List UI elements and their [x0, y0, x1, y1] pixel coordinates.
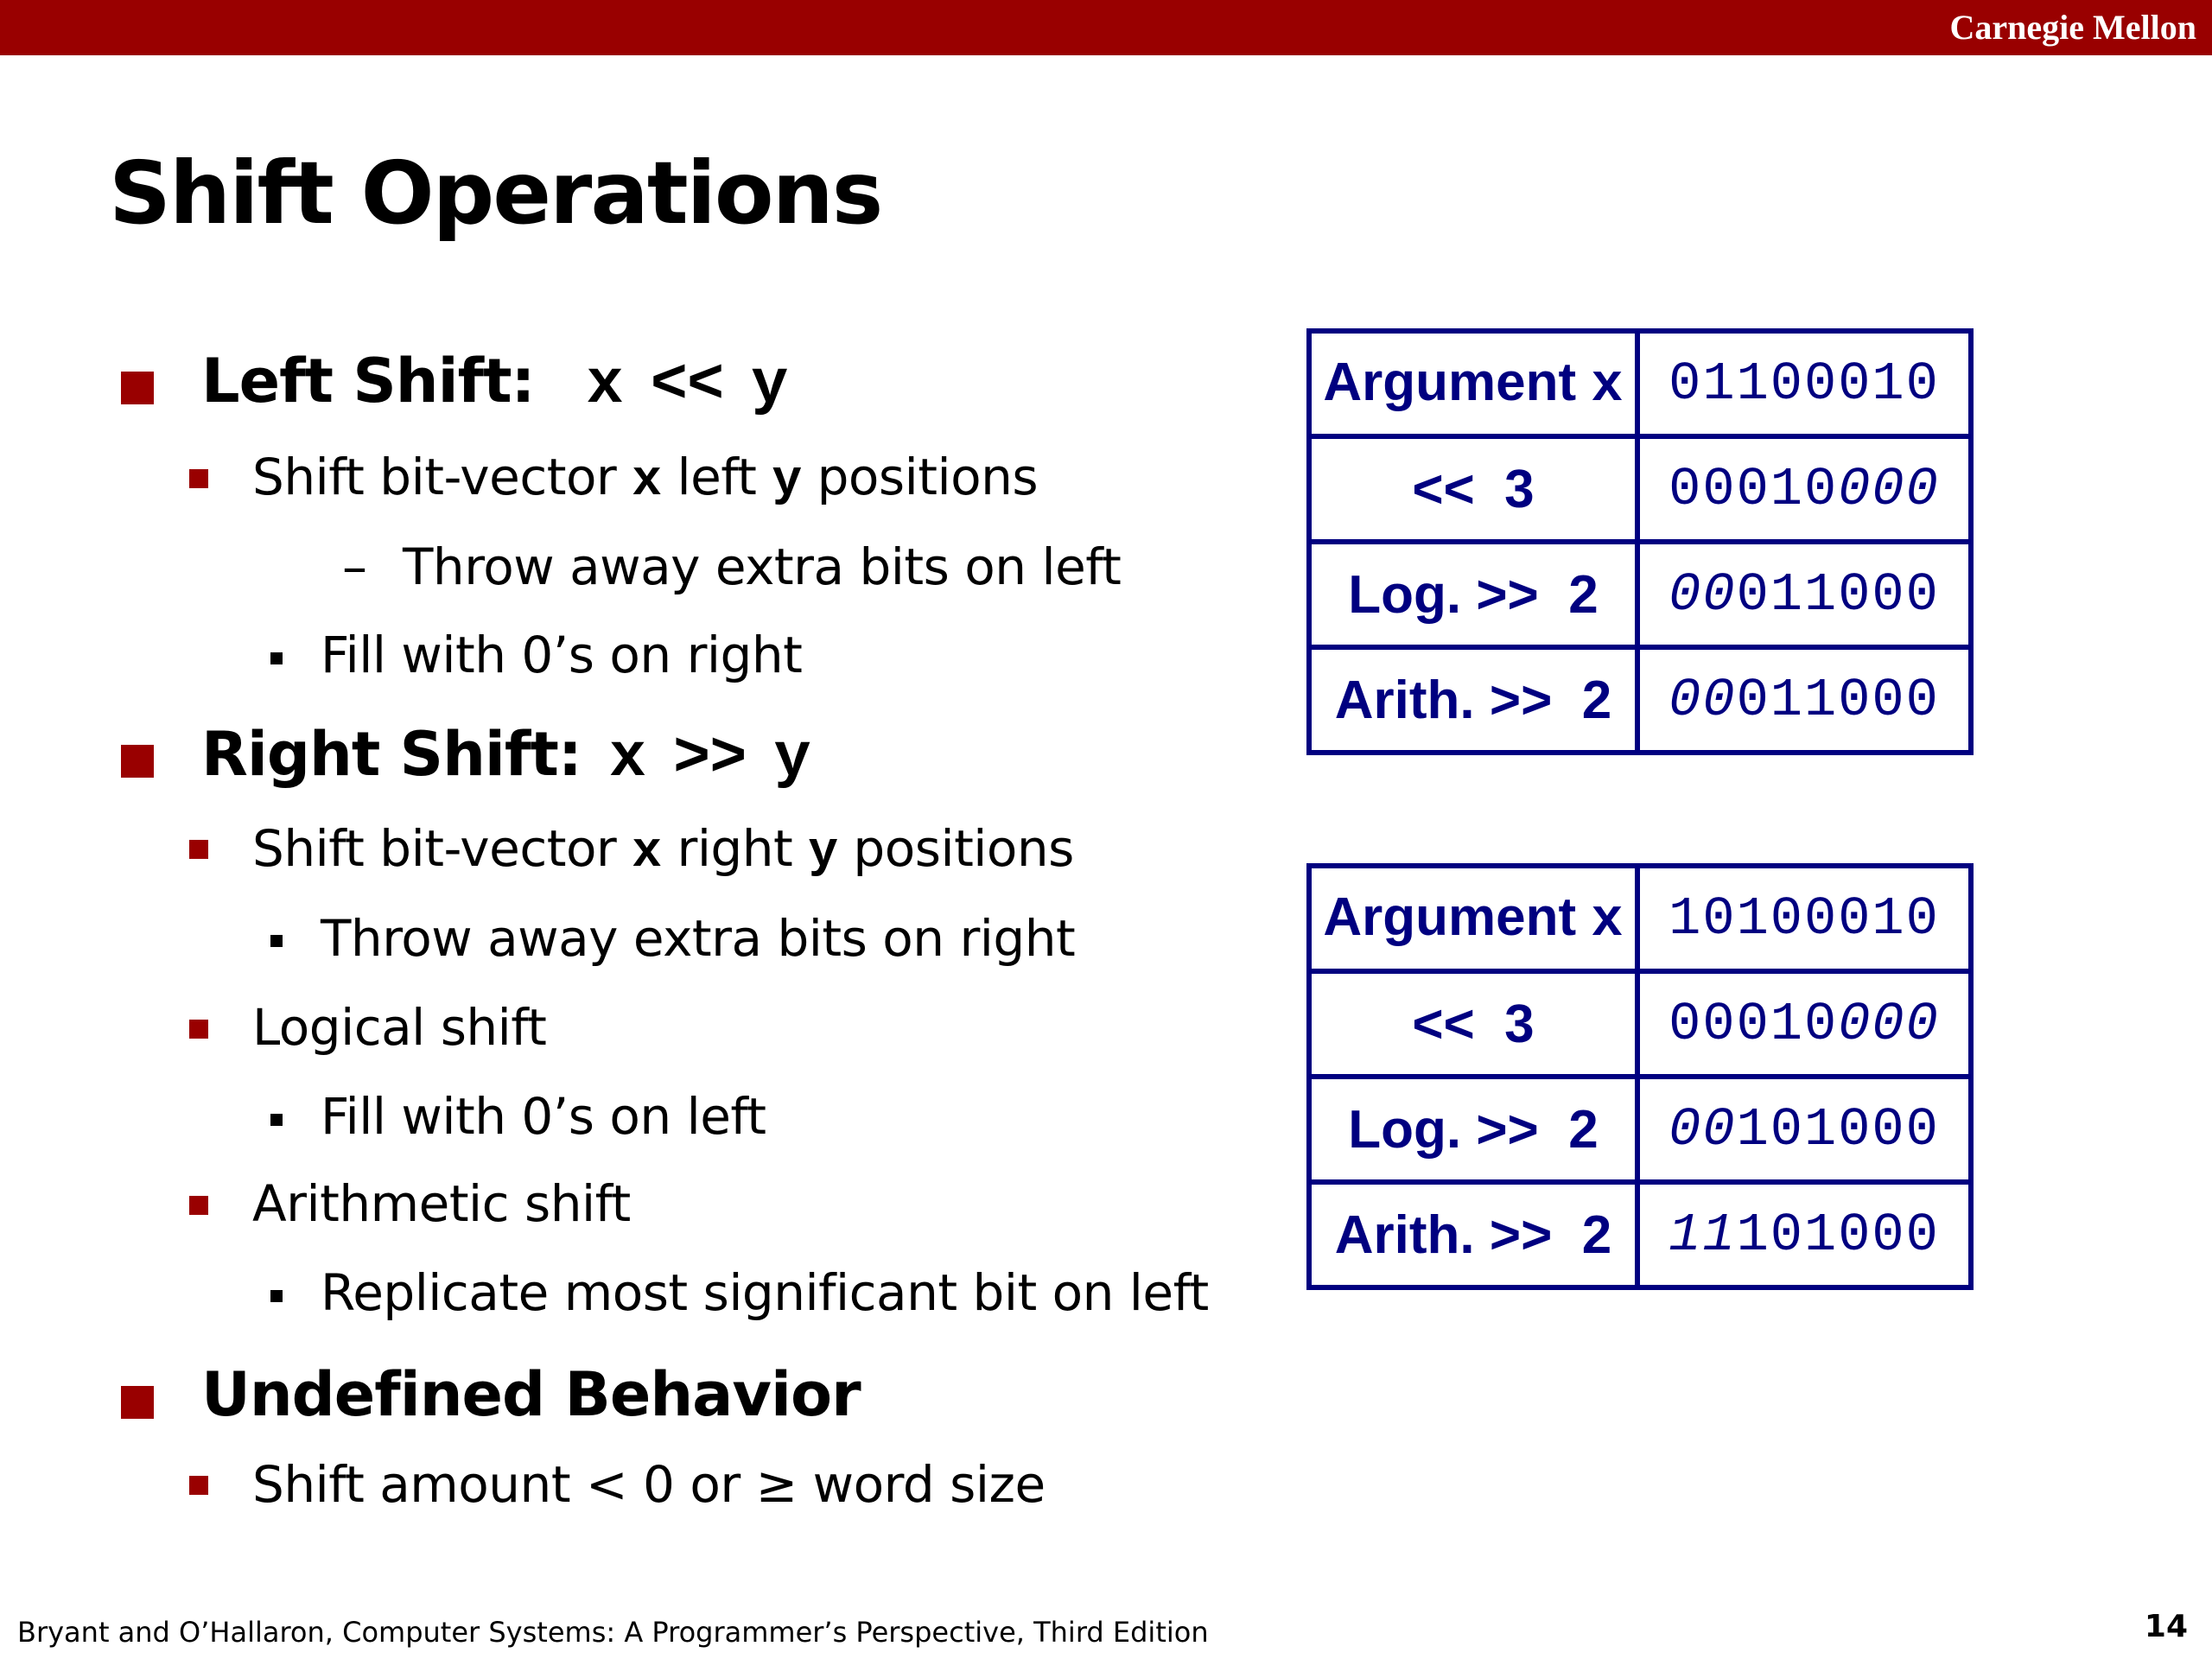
value-plain: 10100010 [1669, 887, 1940, 950]
table-row [1309, 1182, 1971, 1287]
dash-marker: – [342, 537, 367, 596]
value-plain: 101000 [1736, 1204, 1940, 1266]
page-title: Shift Operations [109, 143, 882, 244]
left-shift-sub1 [252, 448, 1038, 510]
code-op: << [650, 350, 724, 421]
value-plain: 011000 [1736, 563, 1940, 626]
brand-label: Carnegie Mellon [1949, 8, 2196, 47]
bullet-small-icon [270, 935, 283, 947]
row-value [1637, 1077, 1971, 1182]
row-label: Log. >> 2 [1309, 542, 1637, 647]
table-row [1309, 331, 1971, 436]
bullet-square-icon [189, 1020, 208, 1039]
code-x: x [632, 454, 662, 510]
value-plain: 00010 [1669, 993, 1839, 1055]
code-y: y [808, 825, 838, 881]
code-y: y [773, 723, 810, 794]
row-value [1637, 647, 1971, 753]
value-italic: 00 [1669, 563, 1737, 626]
code-y: y [751, 350, 788, 421]
text: left [661, 448, 772, 506]
right-shift-sub1-1: Throw away extra bits on right [321, 909, 1076, 968]
left-shift-sub2: Fill with 0’s on right [321, 626, 803, 684]
value-plain: 00010 [1669, 458, 1839, 520]
value-italic: 000 [1838, 993, 1940, 1055]
bullet-square-icon [189, 469, 208, 488]
row-value [1637, 971, 1971, 1077]
shift-table-2 [1306, 863, 1974, 1290]
row-label: << 3 [1309, 971, 1637, 1077]
table-row [1309, 971, 1971, 1077]
code-x: x [1591, 889, 1624, 951]
arithmetic-shift-detail: Replicate most significant bit on left [321, 1263, 1209, 1322]
row-label: Arith. >> 2 [1309, 647, 1637, 753]
code-x: x [1591, 354, 1624, 416]
row-label [1309, 331, 1637, 436]
bullet-square-icon [189, 840, 208, 859]
row-value [1637, 331, 1971, 436]
shift-table-1 [1306, 328, 1974, 755]
value-plain: 01100010 [1669, 353, 1940, 415]
table-row [1309, 436, 1971, 542]
arithmetic-shift: Arithmetic shift [252, 1174, 631, 1233]
logical-shift-detail: Fill with 0’s on left [321, 1087, 766, 1146]
row-label: << 3 [1309, 436, 1637, 542]
bullet-square-icon [121, 372, 154, 404]
heading-label: Right Shift: [201, 719, 582, 790]
logical-shift: Logical shift [252, 998, 547, 1057]
footer-citation: Bryant and O’Hallaron, Computer Systems: A Programmer’s Perspective, Third Edition [17, 1616, 1209, 1649]
right-shift-heading [201, 719, 810, 794]
table-row [1309, 866, 1971, 971]
text: Shift bit-vector [252, 448, 632, 506]
text: positions [837, 819, 1074, 878]
bullet-square-icon [189, 1196, 208, 1215]
code-x: x [608, 723, 646, 794]
heading-label: Left Shift: [201, 346, 535, 416]
value-italic: 00 [1669, 669, 1737, 731]
table-row [1309, 542, 1971, 647]
bullet-small-icon [270, 1114, 283, 1126]
table-row [1309, 1077, 1971, 1182]
row-value [1637, 866, 1971, 971]
label-text: Argument [1323, 352, 1592, 412]
code-op: >> [673, 723, 747, 794]
value-italic: 000 [1838, 458, 1940, 520]
code-y: y [772, 454, 802, 510]
left-shift-dash-item: Throw away extra bits on left [403, 537, 1122, 596]
value-plain: 101000 [1736, 1098, 1940, 1160]
text: Shift bit-vector [252, 819, 632, 878]
code-x: x [632, 825, 662, 881]
row-value [1637, 436, 1971, 542]
text: positions [801, 448, 1039, 506]
header-bar [0, 0, 2212, 55]
undefined-heading: Undefined Behavior [201, 1359, 861, 1430]
bullet-square-icon [121, 1386, 154, 1419]
value-italic: 00 [1669, 1098, 1737, 1160]
row-value [1637, 1182, 1971, 1287]
page-number: 14 [2144, 1609, 2188, 1644]
right-shift-sub1 [252, 819, 1074, 881]
value-italic: 11 [1669, 1204, 1737, 1266]
value-plain: 011000 [1736, 669, 1940, 731]
bullet-square-icon [121, 745, 154, 778]
text: right [661, 819, 809, 878]
bullet-small-icon [270, 1290, 283, 1302]
code-x: x [586, 350, 623, 421]
undefined-detail: Shift amount < 0 or ≥ word size [252, 1455, 1046, 1514]
row-label: Arith. >> 2 [1309, 1182, 1637, 1287]
label-text: Argument [1323, 887, 1592, 947]
row-value [1637, 542, 1971, 647]
bullet-small-icon [270, 652, 283, 664]
row-label [1309, 866, 1637, 971]
table-row [1309, 647, 1971, 753]
row-label: Log. >> 2 [1309, 1077, 1637, 1182]
bullet-square-icon [189, 1476, 208, 1495]
left-shift-heading [201, 346, 787, 421]
